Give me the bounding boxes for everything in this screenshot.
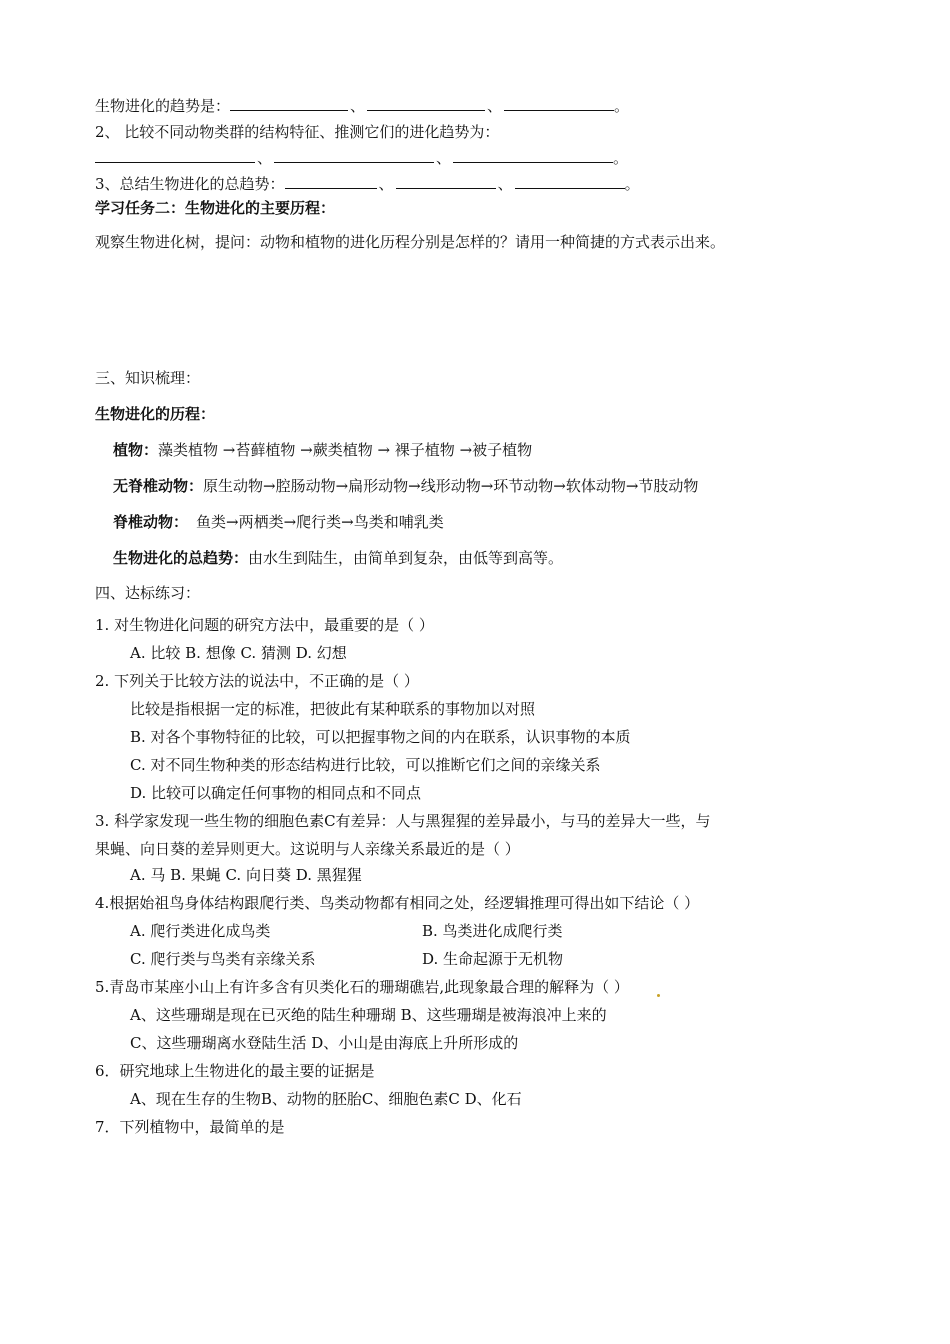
question-3-options: A. 马 B. 果蝇 C. 向日葵 D. 黑猩猩 [130,866,362,884]
overall-trend-text: 由水生到陆生，由简单到复杂，由低等到高等。 [248,549,564,567]
invertebrates-line [113,476,698,496]
q2-label: 2、 比较不同动物类群的结构特征、推测它们的进化趋势为： [95,123,500,141]
question-4-option-b: B. 鸟类进化成爬行类 [422,922,563,940]
task-2-prompt: 观察生物进化树，提问：动物和植物的进化历程分别是怎样的？请用一种简捷的方式表示出来。 [95,233,726,251]
question-2-blanks [95,148,628,168]
comma: 、 [497,175,513,193]
question-4-option-d: D. 生命起源于无机物 [422,950,564,968]
answer-blank[interactable] [230,96,348,111]
evolution-trend-line [95,96,629,116]
comma: 、 [436,149,452,167]
answer-blank[interactable] [367,96,485,111]
overall-trend-label: 生物进化的总趋势： [113,549,249,567]
comma: 、 [487,97,503,115]
period: 。 [613,149,629,167]
question-3-line-2: 果蝇、向日葵的差异则更大。这说明与人亲缘关系最近的是（ ） [95,840,520,858]
plants-text: 藻类植物 →苔藓植物 →蕨类植物 → 裸子植物 →被子植物 [158,441,533,459]
question-7: 7．下列植物中，最简单的是 [95,1118,285,1136]
question-6: 6．研究地球上生物进化的最主要的证据是 [95,1062,375,1080]
question-1-options: A. 比较 B. 想像 C. 猜测 D. 幻想 [130,644,347,662]
plants-line [113,440,532,460]
question-5-options-cd: C、这些珊瑚离水登陆生活 D、小山是由海底上升所形成的 [130,1034,519,1052]
question-3-line-1: 3. 科学家发现一些生物的细胞色素C有差异：人与黑猩猩的差异最小，与马的差异大一些，与 [95,812,711,830]
vertebrates-label: 脊椎动物： [113,513,189,531]
question-2-option-a: 比较是指根据一定的标准，把彼此有某种联系的事物加以对照 [130,700,536,718]
section-3-title: 三、知识梳理： [95,369,201,387]
ink-dot [657,994,660,997]
answer-blank[interactable] [504,96,614,111]
answer-blank[interactable] [285,174,377,189]
trend-label: 生物进化的趋势是： [95,97,231,115]
question-3-line [95,174,640,194]
question-5-options-ab: A、这些珊瑚是现在已灭绝的陆生种珊瑚 B、这些珊瑚是被海浪冲上来的 [130,1006,607,1024]
plants-label: 植物： [113,441,159,459]
answer-blank[interactable] [515,174,625,189]
answer-blank[interactable] [396,174,496,189]
question-2-option-d: D. 比较可以确定任何事物的相同点和不同点 [130,784,422,802]
section-4-title: 四、达标练习： [95,584,201,602]
section-3-subtitle: 生物进化的历程： [95,405,216,423]
question-2-option-c: C. 对不同生物种类的形态结构进行比较，可以推断它们之间的亲缘关系 [130,756,601,774]
invertebrates-label: 无脊椎动物： [113,477,204,495]
answer-blank[interactable] [453,148,613,163]
question-5-text: 5.青岛市某座小山上有许多含有贝类化石的珊瑚礁岩,此现象最合理的解释为（ ） [95,978,629,996]
question-2-line [95,122,499,142]
question-4-option-c: C. 爬行类与鸟类有亲缘关系 [130,950,316,968]
q3-label: 3、总结生物进化的总趋势： [95,175,285,193]
comma: 、 [350,97,366,115]
question-4-option-a: A. 爬行类进化成鸟类 [130,922,271,940]
question-4: 4.根据始祖鸟身体结构跟爬行类、鸟类动物都有相同之处，经逻辑推理可得出如下结论（ ） [95,894,700,912]
question-1: 1. 对生物进化问题的研究方法中，最重要的是（ ） [95,616,434,634]
question-5 [95,977,660,997]
invertebrates-text: 原生动物→腔肠动物→扁形动物→线形动物→环节动物→软体动物→节肢动物 [203,477,699,495]
overall-trend-line [113,548,563,568]
question-2: 2. 下列关于比较方法的说法中，不正确的是（ ） [95,672,419,690]
comma: 、 [378,175,394,193]
answer-blank[interactable] [95,148,255,163]
period: 。 [624,175,640,193]
vertebrates-text: 鱼类→两栖类→爬行类→鸟类和哺乳类 [196,513,444,531]
task-2-heading: 学习任务二：生物进化的主要历程： [95,199,336,217]
period: 。 [614,97,630,115]
question-6-options: A、现在生存的生物B、动物的胚胎C、细胞色素C D、化石 [130,1090,522,1108]
comma: 、 [257,149,273,167]
question-2-option-b: B. 对各个事物特征的比较，可以把握事物之间的内在联系，认识事物的本质 [130,728,631,746]
vertebrates-line [113,512,444,532]
answer-blank[interactable] [274,148,434,163]
